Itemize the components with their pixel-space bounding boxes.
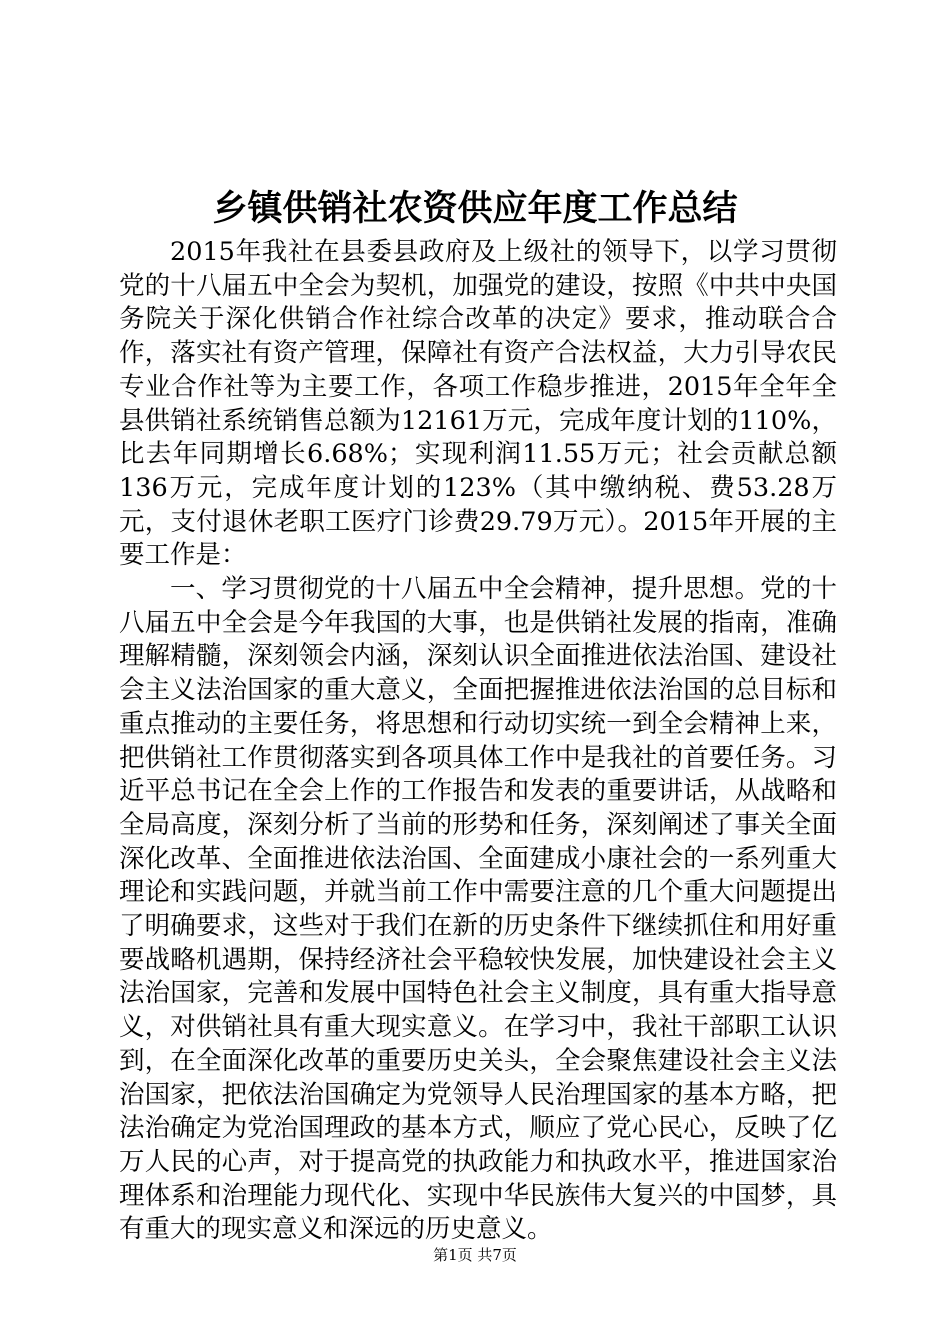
paragraph-intro: 2015年我社在县委县政府及上级社的领导下，以学习贯彻党的十八届五中全会为契机，加强党的建设，按照《中共中央国务院关于深化供销合作社综合改革的决定》要求，推动联合合作，落实社有资产管理，保障社有资产合法权益，大力引导农民专业合作社等为主要工作，各项工作稳步推进，2015年全年全县供销社系统销售总额为12161万元，完成年度计划的110%，比去年同期增长6.68%；实现利润11.55万元；社会贡献总额136万元，完成年度计划的123%（其中缴纳税、费53.28万元，支付退休老职工医疗门诊费29.79万元）。2015年开展的主要工作是： (119, 237, 837, 571)
document-title: 乡镇供销社农资供应年度工作总结 (212, 189, 738, 229)
document-body (119, 236, 837, 1247)
page-number-footer: 第1页 共7页 (433, 1246, 517, 1264)
paragraph-section-one: 一、学习贯彻党的十八届五中全会精神，提升思想。党的十八届五中全会是今年我国的大事，也是供销社发展的指南，准确理解精髓，深刻领会内涵，深刻认识全面推进依法治国、建设社会主义法治国家的重大意义，全面把握推进依法治国的总目标和重点推动的主要任务，将思想和行动切实统一到全会精神上来，把供销社工作贯彻落实到各项具体工作中是我社的首要任务。习近平总书记在全会上作的工作报告和发表的重要讲话，从战略和全局高度，深刻分析了当前的形势和任务，深刻阐述了事关全面深化改革、全面推进依法治国、全面建成小康社会的一系列重大理论和实践问题，并就当前工作中需要注意的几个重大问题提出了明确要求，这些对于我们在新的历史条件下继续抓住和用好重要战略机遇期，保持经济社会平稳较快发展，加快建设社会主义法治国家，完善和发展中国特色社会主义制度，具有重大指导意义，对供销社具有重大现实意义。在学习中，我社干部职工认识到，在全面深化改革的重要历史关头，全会聚焦建设社会主义法治国家，把依法治国确定为党领导人民治理国家的基本方略，把法治确定为党治国理政的基本方式，顺应了党心民心，反映了亿万人民的心声，对于提高党的执政能力和执政水平，推进国家治理体系和治理能力现代化、实现中华民族伟大复兴的中国梦，具有重大的现实意义和深远的历史意义。 (119, 574, 837, 1245)
